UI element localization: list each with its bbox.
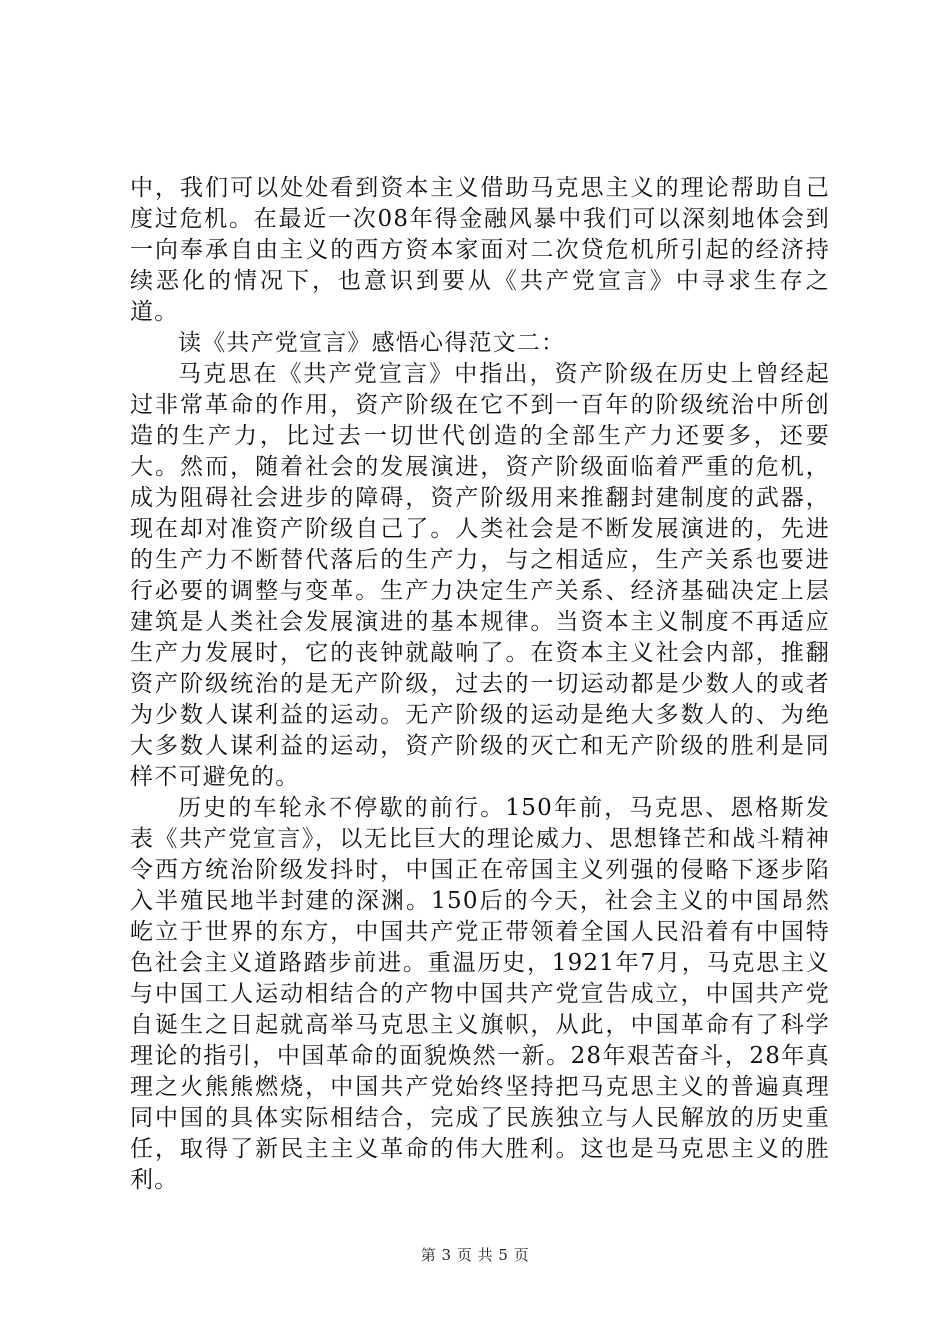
paragraph-continuation: 中，我们可以处处看到资本主义借助马克思主义的理论帮助自己度过危机。在最近一次08年得金融风暴中我们可以深刻地体会到一向奉承自由主义的西方资本家面对二次贷危机所引起的经济持续恶化的情况下，也意识到要从《共产党宣言》中寻求生存之道。 [130, 175, 830, 325]
section-heading: 读《共产党宣言》感悟心得范文二： [178, 330, 566, 356]
paragraph-history-china: 历史的车轮永不停歇的前行。150年前，马克思、恩格斯发表《共产党宣言》，以无比巨大的理论威力、思想锋芒和战斗精神令西方统治阶级发抖时，中国正在帝国主义列强的侵略下逐步陷入半殖民地半封建的深渊。150后的今天，社会主义的中国昂然屹立于世界的东方，中国共产党正带领着全国人民沿着有中国特色社会主义道路踏步前进。重温历史，1921年7月，马克思主义与中国工人运动相结合的产物中国共产党宣告成立，中国共产党自诞生之日起就高举马克思主义旗帜，从此，中国革命有了科学理论的指引，中国革命的面貌焕然一新。28年艰苦奋斗，28年真理之火熊熊燃烧，中国共产党始终坚持把马克思主义的普遍真理同中国的具体实际相结合，完成了民族独立与人民解放的历史重任，取得了新民主主义革命的伟大胜利。这也是马克思主义的胜利。 [130, 795, 830, 1193]
paragraph-marx-bourgeoisie: 马克思在《共产党宣言》中指出，资产阶级在历史上曾经起过非常革命的作用，资产阶级在它不到一百年的阶级统治中所创造的生产力，比过去一切世代创造的全部生产力还要多，还要大。然而，随着社会的发展演进，资产阶级面临着严重的危机，成为阻碍社会进步的障碍，资产阶级用来推翻封建制度的武器，现在却对准资产阶级自己了。人类社会是不断发展演进的，先进的生产力不断替代落后的生产力，与之相适应，生产关系也要进行必要的调整与变革。生产力决定生产关系、经济基础决定上层建筑是人类社会发展演进的基本规律。当资本主义制度不再适应生产力发展时，它的丧钟就敲响了。在资本主义社会内部，推翻资产阶级统治的是无产阶级，过去的一切运动都是少数人的或者为少数人谋利益的运动。无产阶级的运动是绝大多数人的、为绝大多数人谋利益的运动，资产阶级的灭亡和无产阶级的胜利是同样不可避免的。 [130, 361, 830, 790]
document-body [130, 173, 830, 1196]
page-number-footer: 第 3 页 共 5 页 [420, 1246, 530, 1264]
